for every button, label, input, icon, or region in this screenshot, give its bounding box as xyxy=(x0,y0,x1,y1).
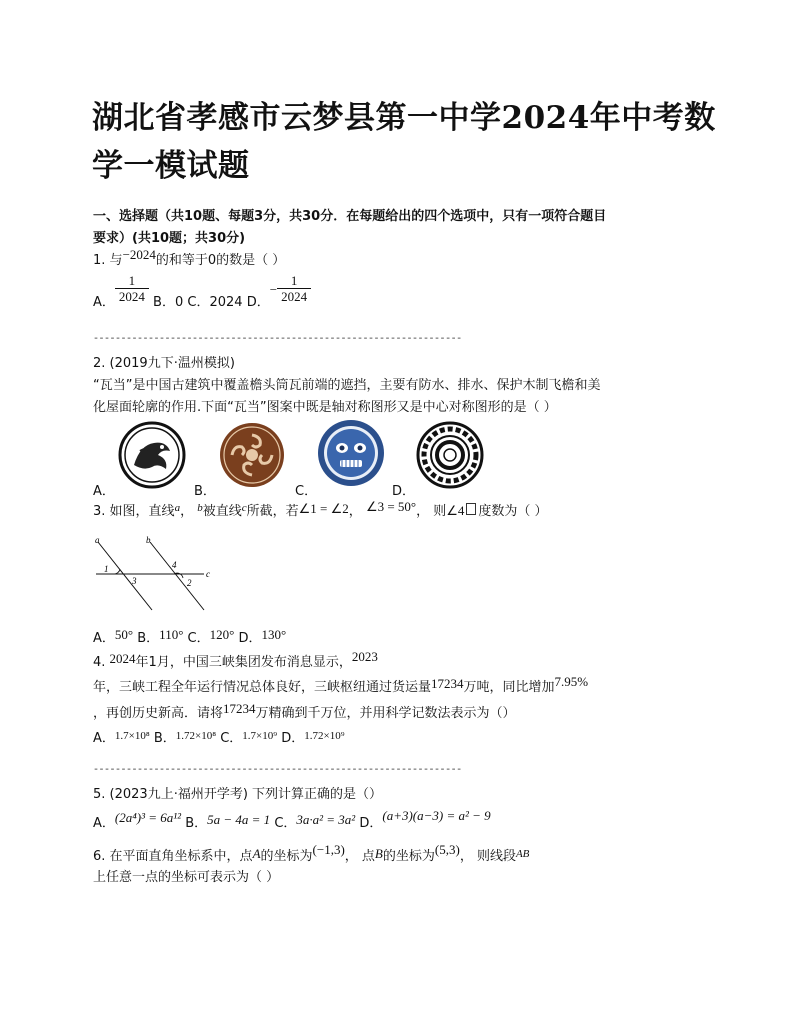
q3-fig-label-b: b xyxy=(146,535,151,545)
q1-frac-a: $\frac{1}{2024}$ xyxy=(115,273,149,304)
q3-value-a: 50° xyxy=(114,627,134,642)
q3-fig-angle-4: 4 xyxy=(172,560,177,570)
q3-option-b[interactable]: B． xyxy=(137,631,160,646)
q1-option-d[interactable]: D． xyxy=(246,295,270,310)
q3-fig-label-a: a xyxy=(95,535,100,545)
q6-text-4: 的坐标为 xyxy=(382,849,435,864)
q2-option-b[interactable]: B． xyxy=(194,484,216,499)
q3-math-3: ∠4 xyxy=(446,503,465,518)
q1-options xyxy=(93,273,311,310)
q4-math-4: 7.95% xyxy=(554,674,589,689)
separator-2: ------------------------------------------------------------------- xyxy=(93,765,462,776)
q1-option-a[interactable]: A． xyxy=(93,295,115,310)
q3-text-6: ， 则 xyxy=(416,504,447,519)
question-3 xyxy=(93,500,548,519)
q6-text-5: ， 则线段 xyxy=(459,849,516,864)
q4-line1 xyxy=(93,651,378,670)
q4-text-2: 年，三峡工程全年运行情况总体良好，三峡枢纽通过货运量 xyxy=(93,680,432,695)
q3-value-b: 110° xyxy=(159,627,184,642)
q3-option-a[interactable]: A． xyxy=(93,631,115,646)
q5-value-b: 5a − 4a = 1 xyxy=(207,812,271,827)
q3-option-d[interactable]: D． xyxy=(238,631,262,646)
q4-value-c: 1.7×10⁹ xyxy=(242,730,278,742)
q3-value-c: 120° xyxy=(209,627,235,642)
q4-option-b[interactable]: B． xyxy=(153,731,176,746)
q6-line1 xyxy=(93,842,530,864)
q6-point-a: A xyxy=(252,846,261,861)
question-1 xyxy=(93,249,285,268)
q3-math-1: ∠1 = ∠2 xyxy=(298,501,349,516)
q4-line3 xyxy=(93,702,516,721)
q1-math: −2024 xyxy=(122,247,156,262)
q3-fig-angle-1: 1 xyxy=(104,564,109,574)
q5-option-a[interactable]: A． xyxy=(93,816,115,831)
q3-var-c: c xyxy=(241,502,247,514)
q4-text-5: 万精确到千万位，并用科学记数法表示为（） xyxy=(255,706,516,721)
q3-option-c[interactable]: C． xyxy=(187,631,210,646)
q6-segment-ab: AB xyxy=(515,848,530,860)
q4-option-a[interactable]: A． xyxy=(93,731,115,746)
q4-text-4: ，再创历史新高．请将 xyxy=(93,706,224,721)
q5-value-c: 3a·a² = 3a² xyxy=(296,812,356,827)
q4-math-1: 2024 xyxy=(109,651,136,666)
q3-fig-label-c: c xyxy=(206,569,210,579)
q4-value-b: 1.72×10⁸ xyxy=(175,730,217,742)
q4-text-1: 年1月，中国三峡集团发布消息显示， xyxy=(135,655,352,670)
q5-option-b[interactable]: B． xyxy=(185,816,208,831)
q5-options xyxy=(93,808,491,831)
q5-option-d[interactable]: D． xyxy=(359,816,383,831)
q3-text-2: ， xyxy=(180,504,194,519)
section-header-line1: 一、选择题（共10题、每题3分，共30分．在每题给出的四个选项中，只有一项符合题目 xyxy=(93,209,607,224)
q6-text-2: 的坐标为 xyxy=(260,849,313,864)
q4-option-d[interactable]: D． xyxy=(281,731,305,746)
q2-line2: 化屋面轮廓的作用.下面“瓦当”图案中既是轴对称图形又是中心对称图形的是（ ） xyxy=(93,400,557,415)
q4-line2 xyxy=(93,676,588,695)
q2-option-a[interactable]: A． xyxy=(93,484,115,499)
q4-text-3: 万吨，同比增加 xyxy=(463,680,555,695)
q3-text-1: 如图，直线 xyxy=(109,504,175,519)
q4-math-3: 17234 xyxy=(431,676,464,691)
q4-math-2: 2023 xyxy=(351,649,378,664)
q1-frac-d: $\frac{1}{2024}$ xyxy=(277,273,311,304)
q3-fig-angle-3: 3 xyxy=(132,576,137,586)
q1-frac-d-sign: − xyxy=(269,282,278,297)
q3-text-3: 被直线 xyxy=(202,504,242,519)
q6-number: 6. xyxy=(93,849,106,864)
wadang-tile-c-image xyxy=(316,418,386,488)
wadang-tile-a-image xyxy=(118,421,186,489)
q3-number: 3. xyxy=(93,504,106,519)
q4-number: 4. xyxy=(93,655,106,670)
q2-option-c[interactable]: C． xyxy=(295,484,318,499)
q3-text-4: 所截，若 xyxy=(246,504,299,519)
q5-value-d: (a+3)(a−3) = a² − 9 xyxy=(382,808,491,823)
q1-number: 1. xyxy=(93,253,106,268)
q3-text-5: ， xyxy=(348,504,362,519)
q3-var-a: a xyxy=(174,502,181,514)
separator-1: ------------------------------------------------------------------- xyxy=(93,334,462,345)
q1-option-c[interactable]: C．2024 xyxy=(187,295,243,310)
q1-text-pre: 与 xyxy=(109,253,123,268)
q3-math-2: ∠3 = 50° xyxy=(365,499,417,514)
wadang-tile-d-image xyxy=(416,421,484,489)
section-header-line2: 要求）(共10题；共30分) xyxy=(93,231,246,246)
q3-text-7: 度数为（ ） xyxy=(478,504,548,519)
q4-value-a: 1.7×10⁸ xyxy=(114,730,150,742)
q2-option-d[interactable]: D． xyxy=(392,484,416,499)
q6-point-b: B xyxy=(374,846,383,861)
q3-figure xyxy=(92,534,216,612)
q1-text-post: 的和等于0的数是（ ） xyxy=(155,253,286,268)
q2-source: 2. (2019九下·温州模拟) xyxy=(93,356,235,371)
q5-source: 5. (2023九上·福州开学考) 下列计算正确的是（） xyxy=(93,787,383,802)
q6-text-1: 在平面直角坐标系中，点 xyxy=(109,849,253,864)
q6-math-2: (5,3) xyxy=(434,842,460,857)
page-title-line2: 学一模试题 xyxy=(92,148,250,184)
missing-glyph-box xyxy=(466,503,476,515)
page-title-line1: 湖北省孝感市云梦县第一中学2024年中考数 xyxy=(92,100,716,136)
q3-options xyxy=(93,627,286,646)
q3-value-d: 130° xyxy=(261,627,287,642)
q6-math-1: (−1,3) xyxy=(312,842,345,857)
q4-option-c[interactable]: C． xyxy=(220,731,243,746)
q6-line2: 上任意一点的坐标可表示为（ ） xyxy=(93,870,280,885)
wadang-tile-b-image xyxy=(218,421,286,489)
q5-value-a: (2a⁴)³ = 6a¹² xyxy=(114,810,182,825)
q4-math-5: 17234 xyxy=(223,701,256,716)
q4-value-d: 1.72×10⁹ xyxy=(304,730,345,742)
q2-line1: “瓦当”是中国古建筑中覆盖檐头筒瓦前端的遮挡，主要有防水、排水、保护木制飞檐和美 xyxy=(93,378,601,393)
q5-option-c[interactable]: C． xyxy=(274,816,297,831)
q6-text-3: ， 点 xyxy=(344,849,375,864)
q1-option-b[interactable]: B．0 xyxy=(153,295,184,310)
q4-options xyxy=(93,727,345,746)
q3-fig-angle-2: 2 xyxy=(187,578,192,588)
q3-var-b: b xyxy=(197,502,203,514)
